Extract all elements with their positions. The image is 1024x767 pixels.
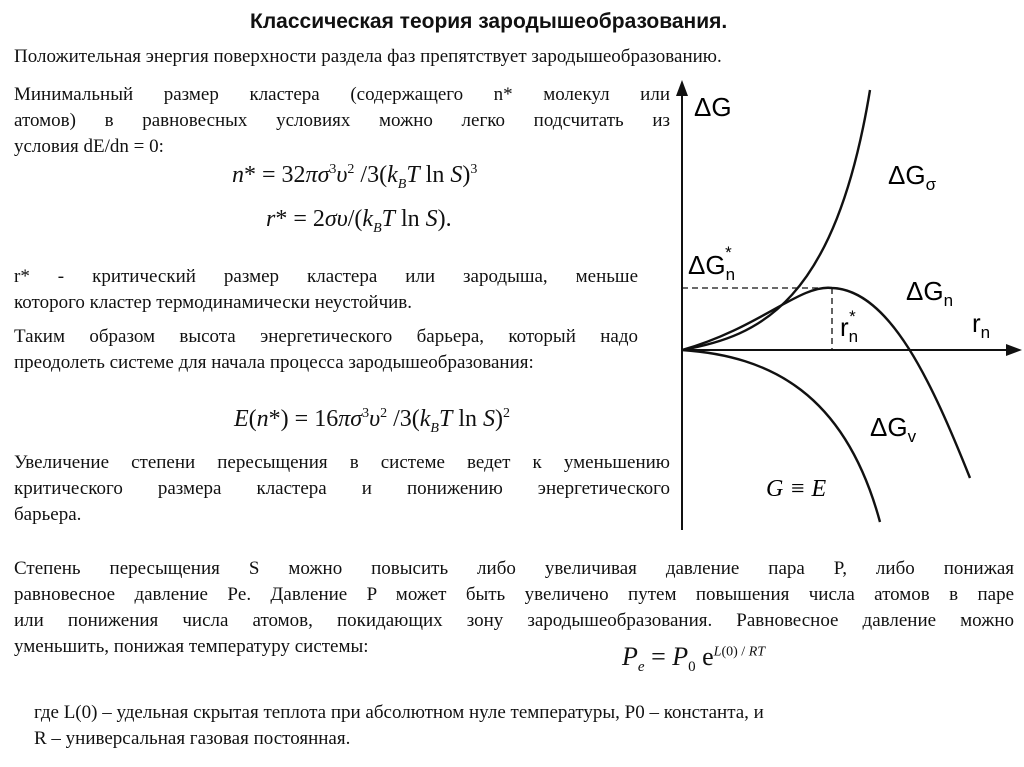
- text-line: Степень пересыщения S можно повысить либо увеличивая давление пара P, либо понижая: [14, 558, 1014, 579]
- formula-equilibrium-pressure: $P_e = P_0$ $e^{L(0) / RT}$: [622, 642, 766, 676]
- paragraph-energy-barrier: [14, 324, 638, 376]
- paragraph-supersaturation-effect: [14, 450, 670, 528]
- text-line: которого кластер термодинамически неустойчив.: [14, 292, 413, 313]
- formula-critical-molecules: $n* = 32\pi\sigma^3\upsilon^2$ $/3(k_BT$ ln S)$^3$: [232, 162, 478, 192]
- paragraph-min-cluster-size: [14, 82, 670, 160]
- text-line: или понижения числа атомов, покидающих зону зародышеобразования. Равновесное давление можно: [14, 610, 1014, 631]
- equivalence-note: G ≡ E: [766, 476, 827, 502]
- y-axis-arrow: [676, 80, 688, 96]
- slide-title: Классическая теория зародышеобразования.: [250, 10, 728, 33]
- footnote: [34, 700, 934, 752]
- paragraph-critical-size: [14, 264, 638, 316]
- text-line: критического размера кластера и понижению энергетического: [14, 478, 670, 499]
- text-line: преодолеть системе для начала процесса зародышеобразования:: [14, 352, 534, 373]
- text-line: условия dE/dn = 0:: [14, 136, 164, 157]
- critical-radius-label: $r_n*$: [840, 307, 859, 346]
- formula-barrier-energy: $E(n*) = 16\pi\sigma^3\upsilon^2$ $/3(k_BT$ ln S)$^2$: [234, 406, 510, 436]
- curve-delta-g-v-label: $\Delta G_v$: [870, 412, 917, 446]
- text-line: равновесное давление Pe. Давление P может быть увеличено путем повышения числа атомов в паре: [14, 584, 1014, 605]
- text-line: где L(0) – удельная скрытая теплота при абсолютном нуле температуры, P0 – константа, и: [34, 702, 764, 723]
- paragraph-supersaturation-degree: [14, 556, 1014, 660]
- curve-delta-g-n-label: $\Delta G_n$: [906, 276, 954, 310]
- text-line: Увеличение степени пересыщения в системе ведет к уменьшению: [14, 452, 670, 473]
- text-line: атомов) в равновесных условиях можно легко подсчитать из: [14, 110, 670, 131]
- text-line: уменьшить, понижая температуру системы:: [14, 636, 369, 657]
- text-line: r* - критический размер кластера или зародыша, меньше: [14, 266, 638, 287]
- text-line: барьера.: [14, 504, 82, 525]
- intro-text: Положительная энергия поверхности раздела фаз препятствует зародышеобразованию.: [14, 46, 722, 67]
- curve-delta-g-sigma-label: $\Delta G_\sigma$: [888, 160, 937, 194]
- text-line: Таким образом высота энергетического барьера, который надо: [14, 326, 638, 347]
- y-axis-label: ΔG: [694, 92, 732, 122]
- x-axis-arrow: [1006, 344, 1022, 356]
- critical-value-label: $\Delta G_n*$: [688, 243, 736, 284]
- nucleation-energy-diagram: [670, 78, 1024, 538]
- x-axis-label: $r_n$: [972, 308, 991, 342]
- text-line: Минимальный размер кластера (содержащего n* молекул или: [14, 84, 670, 105]
- curve-delta-g-sigma: [682, 90, 870, 350]
- text-line: R – универсальная газовая постоянная.: [34, 728, 351, 749]
- curve-delta-g-n: [682, 288, 970, 478]
- formula-critical-radius: $r* = 2\sigma\upsilon/(k_BT$ ln S).: [266, 206, 452, 236]
